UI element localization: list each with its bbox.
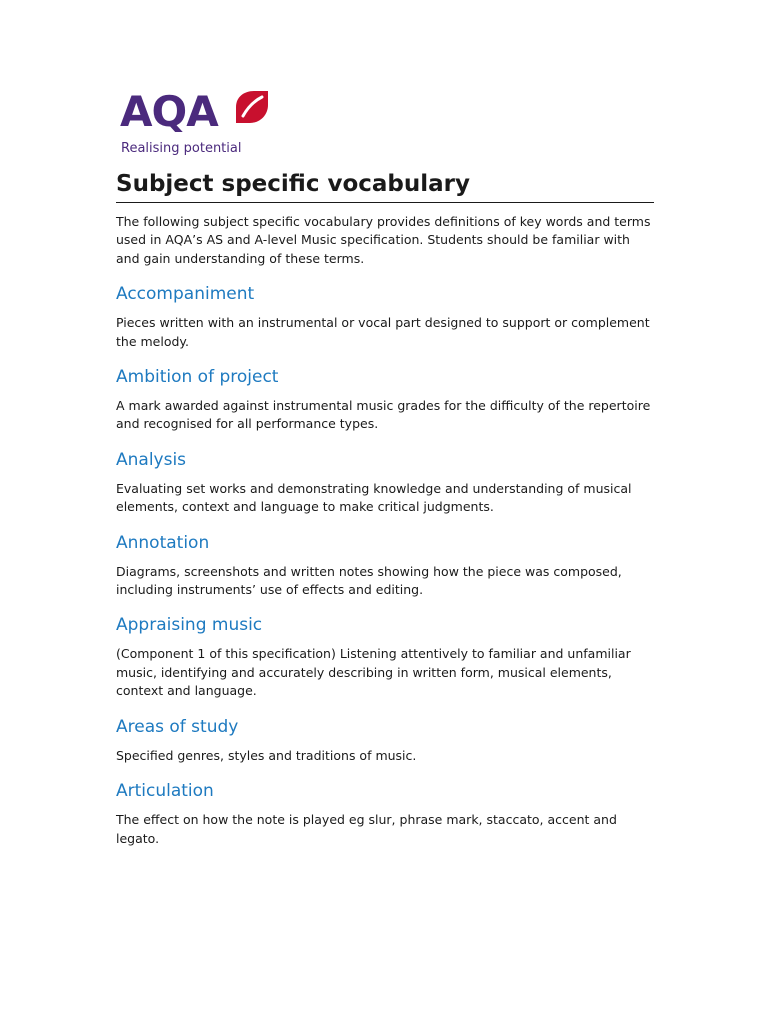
term-analysis	[116, 448, 654, 517]
term-definition: A mark awarded against instrumental music grades for the difficulty of the repertoire and recognised for all performance types.	[116, 398, 651, 432]
term-definition: (Component 1 of this specification) Listening attentively to familiar and unfamiliar music, identifying and accurately describing in written form, musical elements, context and language.	[116, 646, 631, 699]
term-appraising-music	[116, 613, 654, 700]
logo-tagline: Realising potential	[121, 141, 242, 156]
document-page	[116, 86, 654, 848]
term-ambition-of-project	[116, 365, 654, 434]
term-heading: Appraising music	[116, 615, 263, 636]
term-definition: Diagrams, screenshots and written notes showing how the piece was composed, including instruments’ use of effects and editing.	[116, 563, 622, 598]
term-heading: Articulation	[116, 781, 214, 802]
term-heading: Areas of study	[116, 716, 239, 737]
leaf-icon	[234, 89, 270, 125]
logo-wordmark: AQA	[120, 87, 218, 136]
aqa-logo	[116, 86, 276, 160]
term-heading: Ambition of project	[116, 367, 279, 388]
term-heading: Annotation	[116, 532, 210, 553]
term-accompaniment	[116, 282, 654, 351]
term-articulation	[116, 779, 654, 848]
term-definition: Evaluating set works and demonstrating knowledge and understanding of musical elements, context and language to make critical judgments.	[116, 480, 632, 515]
term-definition: The effect on how the note is played eg slur, phrase mark, staccato, accent and legato.	[116, 812, 617, 846]
term-heading: Analysis	[116, 449, 187, 470]
term-areas-of-study	[116, 715, 654, 765]
page-title: Subject specific vocabulary	[116, 170, 654, 203]
term-heading: Accompaniment	[116, 284, 255, 305]
term-annotation	[116, 531, 654, 600]
term-definition: Pieces written with an instrumental or vocal part designed to support or complement the melody.	[116, 315, 650, 349]
intro-paragraph: The following subject specific vocabulary provides definitions of key words and terms used in AQA’s AS and A-level Music specification. Students should be familiar with and gain understanding of these terms.	[116, 214, 651, 266]
term-definition: Specified genres, styles and traditions of music.	[116, 747, 417, 763]
